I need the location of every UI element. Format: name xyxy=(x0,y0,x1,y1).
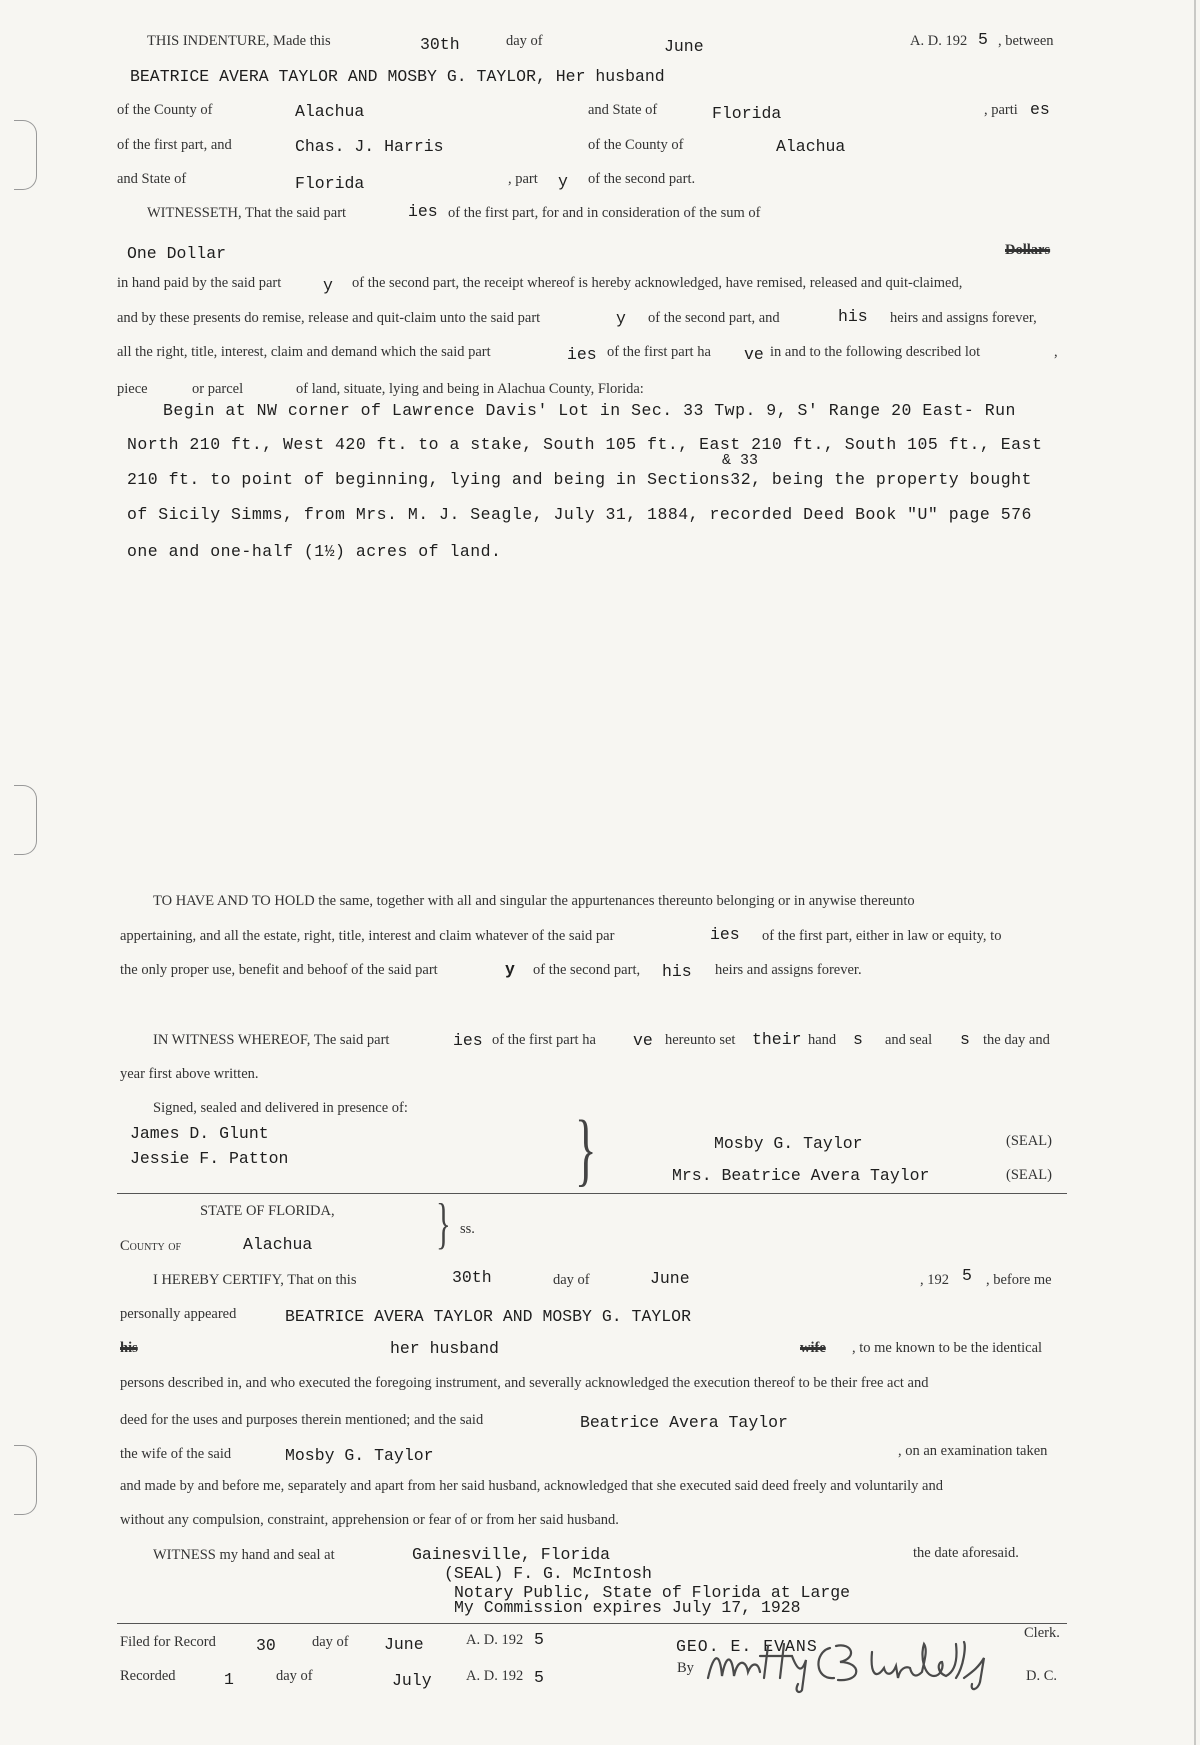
his-heirs: his xyxy=(838,307,868,326)
recorded-year-digit: 5 xyxy=(534,1668,544,1687)
ack-dayof-label: day of xyxy=(553,1272,590,1288)
habendum-line-2b: of the first part, either in law or equity, to xyxy=(762,928,1002,944)
binder-hole xyxy=(14,120,37,190)
description-line-5: one and one-half (1½) acres of land. xyxy=(127,542,502,561)
witnesseth-intro: WITNESSETH, That the said part xyxy=(147,205,347,221)
indenture-dayof-label: day of xyxy=(506,33,543,49)
ack-her-husband: her husband xyxy=(390,1339,499,1358)
county2-label: of the County of xyxy=(588,137,684,153)
ack-persons-described: persons described in, and who executed the foregoing instrument, and severally acknowledged the execution thereof to be their free act and xyxy=(120,1375,929,1391)
ack-made-by: and made by and before me, separately and apart from her said husband, acknowledged that she executed said deed freely and voluntarily and xyxy=(120,1478,943,1494)
state-second-party: Florida xyxy=(295,174,365,193)
habendum-line-2a: appertaining, and all the estate, right, title, interest and claim whatever of the said par xyxy=(120,928,615,944)
filing-divider xyxy=(117,1623,1067,1624)
land-situate-text: of land, situate, lying and being in Alachua County, Florida: xyxy=(296,381,644,397)
second-part-label: of the second part. xyxy=(588,171,696,187)
description-line-2: North 210 ft., West 420 ft. to a stake, South 105 ft., East 210 ft., South 105 ft., East xyxy=(127,435,1043,454)
dollars-struck: Dollars xyxy=(1005,242,1051,258)
remise-part-suffix: y xyxy=(616,309,626,328)
parties-ies: ies xyxy=(567,345,597,364)
ack-state: STATE OF FLORIDA, xyxy=(200,1203,335,1219)
recorded-label: Recorded xyxy=(120,1668,176,1684)
ack-witness-hand: WITNESS my hand and seal at xyxy=(153,1547,335,1563)
witness-hereunto-set: hereunto set xyxy=(665,1032,736,1048)
ack-county-label: County of xyxy=(120,1238,182,1254)
parties-label: , parti xyxy=(984,102,1018,118)
state-label: and State of xyxy=(588,102,658,118)
witness-seals-suffix: s xyxy=(960,1030,970,1049)
part-label: , part xyxy=(508,171,538,187)
parties-suffix: es xyxy=(1030,100,1050,119)
description-line-1: Begin at NW corner of Lawrence Davis' Lot in Sec. 33 Twp. 9, S' Range 20 East- Run xyxy=(163,401,1016,420)
witness-hands-suffix: s xyxy=(853,1030,863,1049)
receipt-text: of the second part, the receipt whereof is hereby acknowledged, have remised, released and quit-claimed, xyxy=(352,275,963,291)
witness-seal-label: and seal xyxy=(885,1032,933,1048)
ack-husband-name: Mosby G. Taylor xyxy=(285,1446,434,1465)
clerk-label: Clerk. xyxy=(1024,1625,1060,1641)
seal-label-2: (SEAL) xyxy=(1006,1167,1052,1183)
heirs-assigns-text: heirs and assigns forever, xyxy=(890,310,1037,326)
habendum-line-1: TO HAVE AND TO HOLD the same, together with all and singular the appurtenances thereunto belonging or in anywise thereunto xyxy=(153,893,915,909)
in-hand-paid-text: in hand paid by the said part xyxy=(117,275,282,291)
notary-title: Notary Public, State of Florida at Large xyxy=(454,1583,851,1602)
remise-text: and by these presents do remise, release and quit-claim unto the said part xyxy=(117,310,541,326)
habendum-ies: ies xyxy=(710,925,740,944)
ack-struck-wife: wife xyxy=(800,1340,826,1356)
filed-for-record-label: Filed for Record xyxy=(120,1634,216,1650)
ack-certify-text: I HEREBY CERTIFY, That on this xyxy=(153,1272,357,1288)
habendum-line-3b: of the second part, xyxy=(533,962,641,978)
state2-label: and State of xyxy=(117,171,187,187)
ack-struck-his: his xyxy=(120,1340,138,1356)
ack-place: Gainesville, Florida xyxy=(412,1545,611,1564)
ack-month: June xyxy=(650,1269,690,1288)
deputy-clerk-signature xyxy=(702,1632,994,1696)
ack-without-compulsion: without any compulsion, constraint, apprehension or fear of or from her said husband. xyxy=(120,1512,619,1528)
witness-hand-label: hand xyxy=(808,1032,837,1048)
description-line-3: 210 ft. to point of beginning, lying and being in Sections32, being the property bought xyxy=(127,470,1032,489)
ack-date-aforesaid: the date aforesaid. xyxy=(913,1545,1019,1561)
ack-day: 30th xyxy=(452,1268,492,1287)
filed-dayof-label: day of xyxy=(312,1634,349,1650)
state-first-party: Florida xyxy=(712,104,782,123)
ack-persons-names: BEATRICE AVERA TAYLOR AND MOSBY G. TAYLOR xyxy=(285,1307,691,1326)
have-suffix: ve xyxy=(744,345,764,364)
witnesseth-part-suffix: ies xyxy=(408,202,438,221)
witness-name-1: James D. Glunt xyxy=(130,1124,269,1143)
ack-wife-name: Beatrice Avera Taylor xyxy=(580,1413,788,1432)
county-first-party: Alachua xyxy=(295,102,365,121)
witness-day-and: the day and xyxy=(983,1032,1050,1048)
ack-year-label: , 192 xyxy=(920,1272,949,1288)
filed-ad-label: A. D. 192 xyxy=(466,1632,524,1648)
signed-sealed-text: Signed, sealed and delivered in presence of: xyxy=(153,1100,408,1116)
filed-day: 30 xyxy=(256,1636,276,1655)
binder-hole xyxy=(14,1445,37,1515)
filed-year-digit: 5 xyxy=(534,1630,544,1649)
witness-year-written: year first above written. xyxy=(120,1066,259,1082)
ack-deed-for: deed for the uses and purposes therein mentioned; and the said xyxy=(120,1412,484,1428)
notary-name: (SEAL) F. G. McIntosh xyxy=(444,1564,652,1583)
ack-wife-of: the wife of the said xyxy=(120,1446,232,1462)
description-line-4: of Sicily Simms, from Mrs. M. J. Seagle, July 31, 1884, recorded Deed Book "U" page 576 xyxy=(127,505,1032,524)
in-hand-part-suffix: y xyxy=(323,276,333,295)
notary-commission: My Commission expires July 17, 1928 xyxy=(454,1598,801,1617)
piece-label: piece xyxy=(117,381,148,397)
indenture-ad-label: A. D. 192 xyxy=(910,33,968,49)
county-label: of the County of xyxy=(117,102,213,118)
indenture-day: 30th xyxy=(420,35,460,54)
ack-examination: , on an examination taken xyxy=(898,1443,1048,1459)
consideration-sum: One Dollar xyxy=(127,244,227,263)
described-lot-text: in and to the following described lot xyxy=(770,344,981,360)
witness-brace: } xyxy=(574,1103,597,1194)
comma-mark: , xyxy=(1054,344,1058,360)
witnesseth-consideration: of the first part, for and in consideration of the sum of xyxy=(448,205,761,221)
habendum-part-suffix: y xyxy=(505,960,515,979)
witness-their: their xyxy=(752,1030,802,1049)
indenture-month: June xyxy=(664,37,704,56)
signer-name-1: Mosby G. Taylor xyxy=(714,1134,863,1153)
second-part-and-text: of the second part, and xyxy=(648,310,780,326)
indenture-year-digit: 5 xyxy=(978,30,988,49)
county-second-party: Alachua xyxy=(776,137,846,156)
habendum-line-3a: the only proper use, benefit and behoof of the said part xyxy=(120,962,438,978)
page-edge xyxy=(1194,0,1196,1745)
seal-label-1: (SEAL) xyxy=(1006,1133,1052,1149)
witness-ies: ies xyxy=(453,1031,483,1050)
right-title-text: all the right, title, interest, claim and demand which the said part xyxy=(117,344,491,360)
ack-personally-appeared: personally appeared xyxy=(120,1306,237,1322)
habendum-line-3c: heirs and assigns forever. xyxy=(715,962,862,978)
recorded-day: 1 xyxy=(224,1670,234,1689)
filed-month: June xyxy=(384,1635,424,1654)
ack-ss: ss. xyxy=(460,1221,475,1237)
recorded-ad-label: A. D. 192 xyxy=(466,1668,524,1684)
signer-name-2: Mrs. Beatrice Avera Taylor xyxy=(672,1166,930,1185)
part-suffix: y xyxy=(558,172,568,191)
witness-name-2: Jessie F. Patton xyxy=(130,1149,289,1168)
indenture-intro: THIS INDENTURE, Made this xyxy=(147,33,331,49)
ack-county: Alachua xyxy=(243,1235,313,1254)
witness-whereof-text: IN WITNESS WHEREOF, The said part xyxy=(153,1032,390,1048)
deputy-clerk-label: D. C. xyxy=(1026,1668,1058,1684)
parcel-label: or parcel xyxy=(192,381,244,397)
ack-before-me: , before me xyxy=(986,1272,1052,1288)
recorded-month: July xyxy=(392,1671,432,1690)
recorded-dayof-label: day of xyxy=(276,1668,313,1684)
second-party-name: Chas. J. Harris xyxy=(295,137,444,156)
witness-ve: ve xyxy=(633,1031,653,1050)
section-divider xyxy=(117,1193,1067,1194)
ack-brace: } xyxy=(436,1193,451,1255)
first-parties-names: BEATRICE AVERA TAYLOR AND MOSBY G. TAYLOR, Her husband xyxy=(130,67,665,86)
ack-known-identical: , to me known to be the identical xyxy=(852,1340,1043,1356)
first-part-have-text: of the first part ha xyxy=(607,344,711,360)
indenture-between-label: , between xyxy=(998,33,1054,49)
by-label: By xyxy=(677,1660,694,1676)
habendum-his: his xyxy=(662,962,692,981)
ack-year-digit: 5 xyxy=(962,1266,972,1285)
first-part-label: of the first part, and xyxy=(117,137,232,153)
witness-first-part-have: of the first part ha xyxy=(492,1032,596,1048)
binder-hole xyxy=(14,785,37,855)
description-insert: & 33 xyxy=(722,452,759,469)
clerk-name: GEO. E. EVANS xyxy=(676,1637,818,1656)
